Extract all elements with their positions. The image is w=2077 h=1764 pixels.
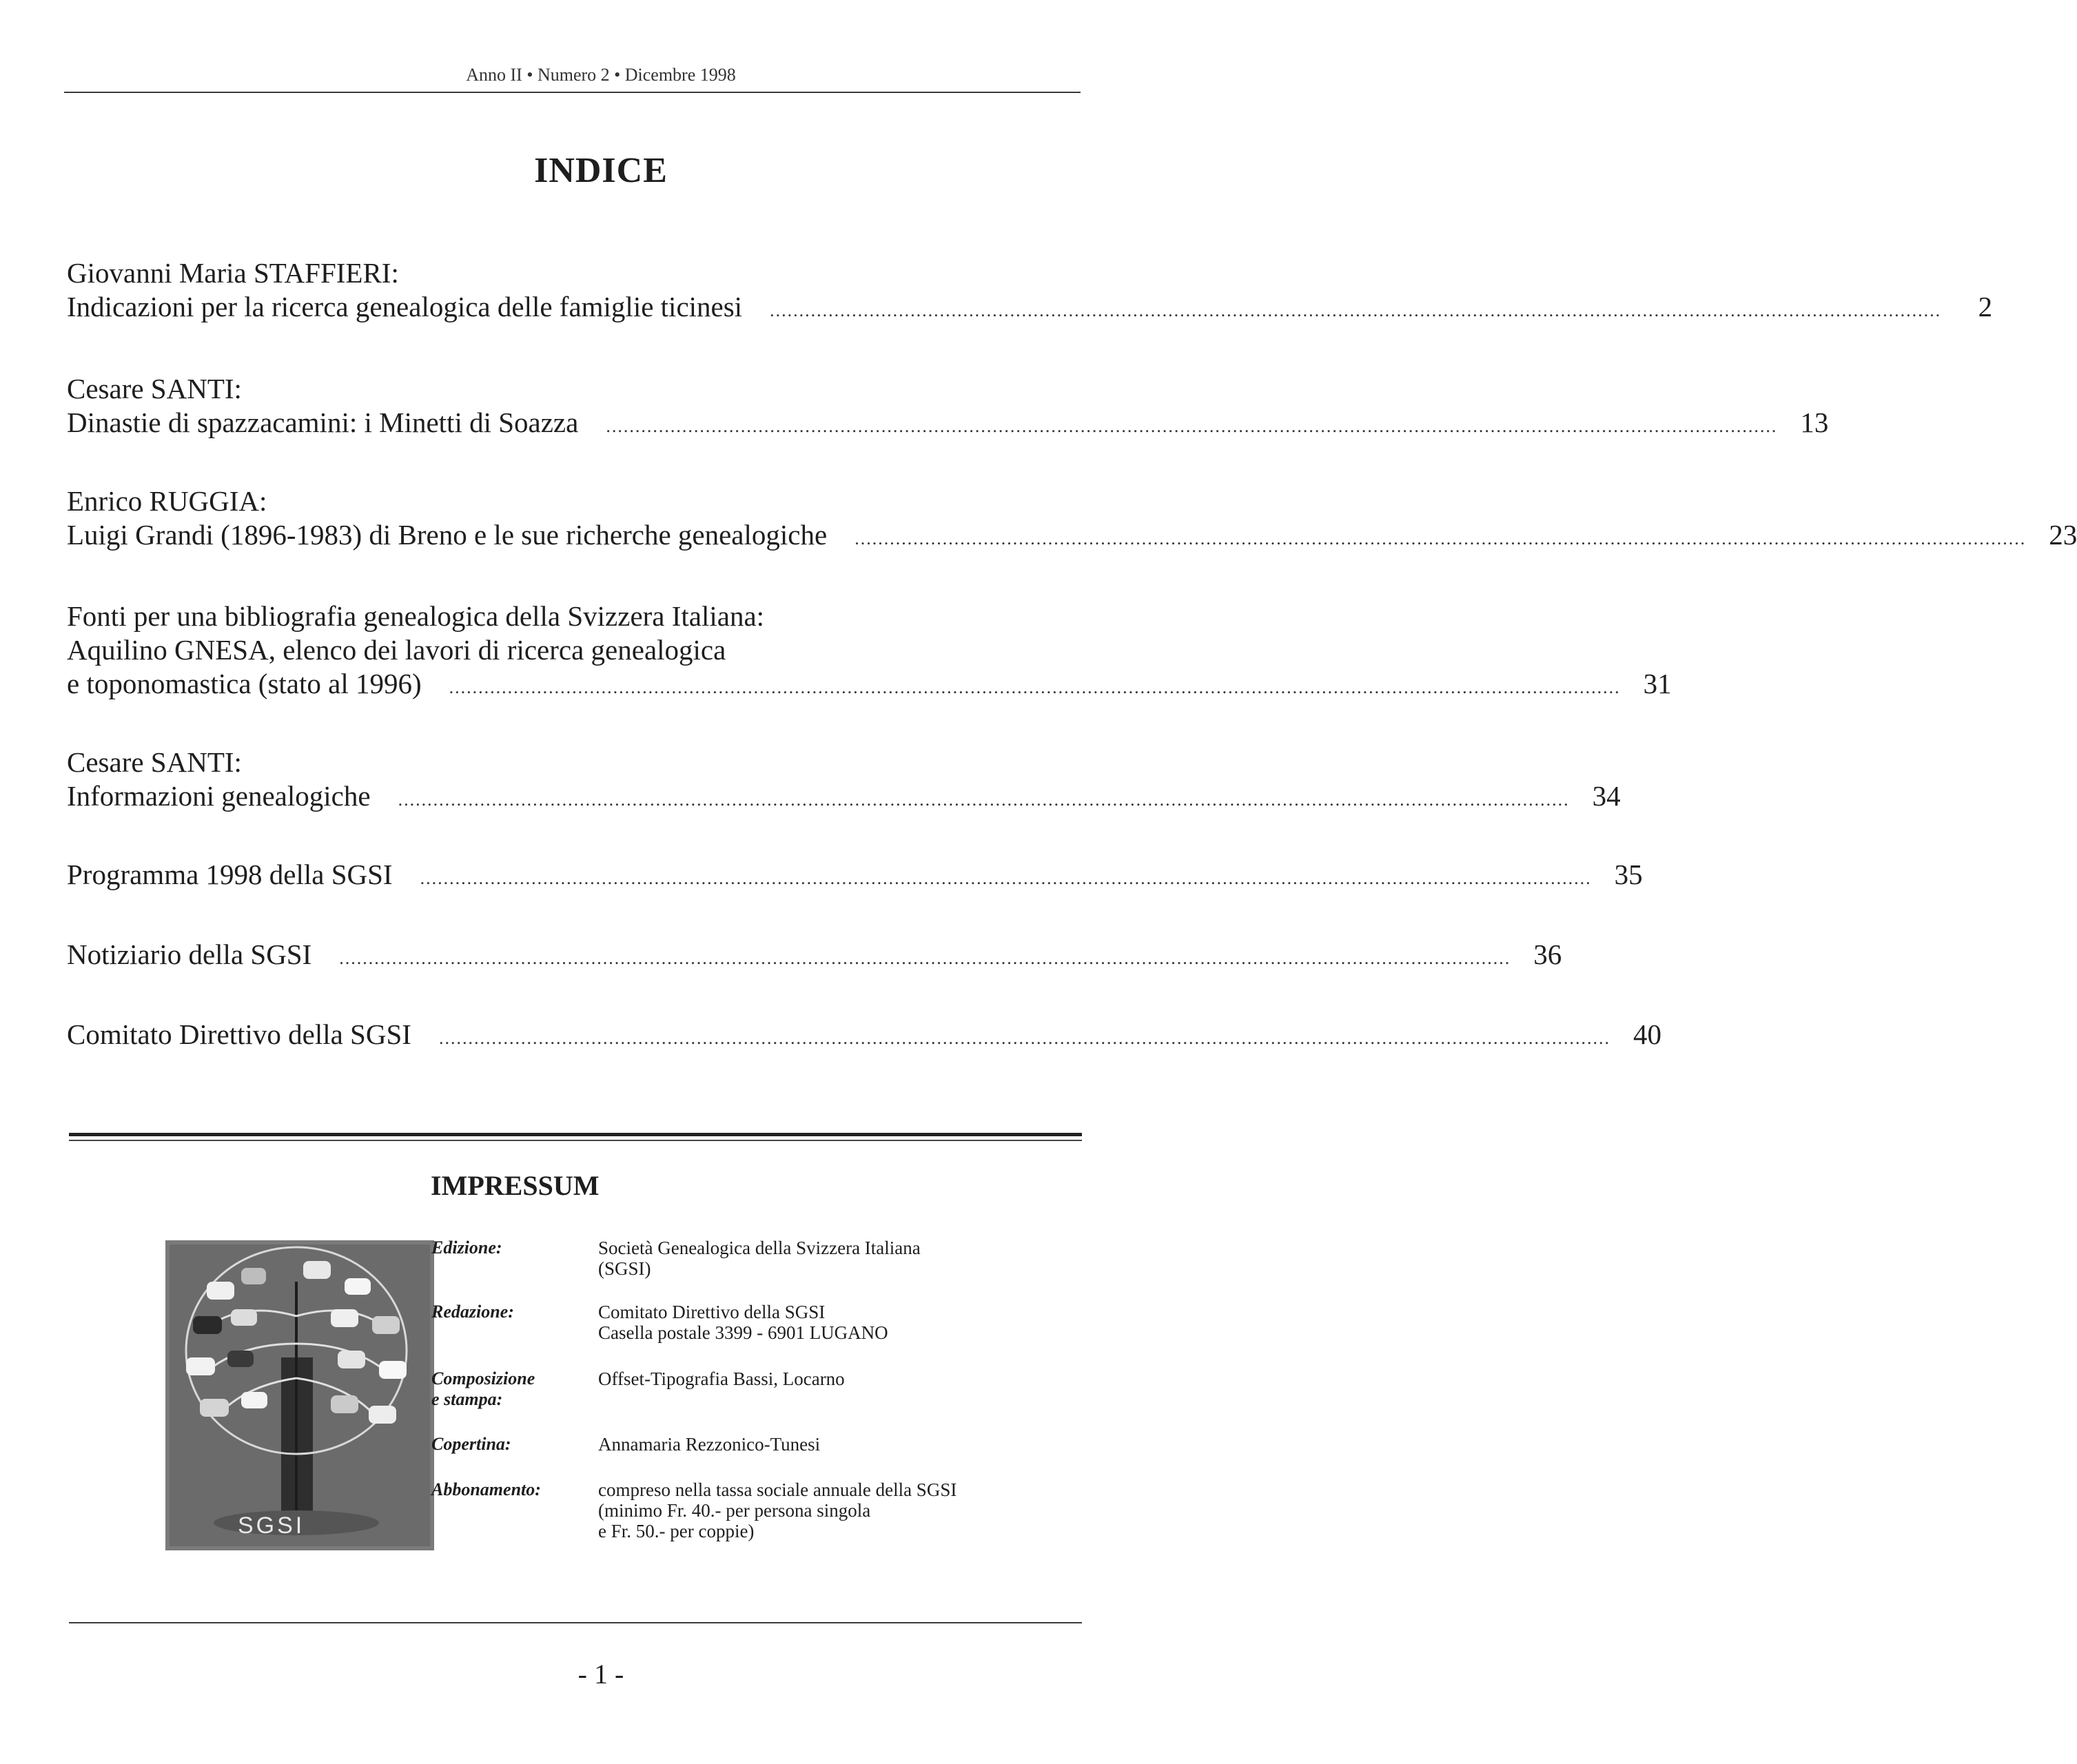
toc-leader-dots: ........................................................................................................................................................................................................ bbox=[339, 948, 1511, 968]
toc-title-line bbox=[67, 858, 1643, 895]
toc-leader-dots: ........................................................................................................................................................................................................ bbox=[438, 1028, 1610, 1048]
toc-leader-dots: ........................................................................................................................................................................................................ bbox=[770, 300, 1942, 320]
toc-title-line bbox=[67, 290, 1993, 327]
toc-leader-dots: ........................................................................................................................................................................................................ bbox=[606, 416, 1778, 436]
impressum-value-line: compreso nella tassa sociale annuale della SGSI bbox=[598, 1479, 957, 1500]
toc-author: Enrico RUGGIA: bbox=[67, 485, 267, 517]
impressum-label-line: Composizione bbox=[431, 1368, 535, 1388]
impressum-label-line: e stampa: bbox=[431, 1389, 503, 1409]
cover-artwork bbox=[165, 1240, 434, 1550]
section-rule bbox=[69, 1133, 1082, 1136]
toc-title-line bbox=[67, 518, 2077, 555]
toc-entry bbox=[67, 372, 1829, 443]
tree-illustration bbox=[165, 1240, 434, 1550]
impressum-label: Abbonamento: bbox=[431, 1479, 541, 1499]
impressum-title: IMPRESSUM bbox=[431, 1170, 600, 1201]
impressum-label: Edizione: bbox=[431, 1238, 502, 1258]
impressum-value-line: Annamaria Rezzonico-Tunesi bbox=[598, 1434, 821, 1455]
impressum-value-line: Offset-Tipografia Bassi, Locarno bbox=[598, 1368, 845, 1389]
toc-page-number: 36 bbox=[1533, 939, 1562, 970]
toc-line: Aquilino GNESA, elenco dei lavori di ricerca genealogica bbox=[67, 634, 726, 666]
toc-page-number: 34 bbox=[1592, 780, 1621, 812]
toc-leader-dots: ........................................................................................................................................................................................................ bbox=[855, 529, 2027, 548]
toc-entry bbox=[67, 256, 1993, 327]
toc-title-line bbox=[67, 406, 1829, 443]
toc-page-number: 35 bbox=[1614, 859, 1643, 890]
toc-line: Fonti per una bibliografia genealogica della Svizzera Italiana: bbox=[67, 600, 765, 632]
impressum-value bbox=[598, 1238, 1067, 1279]
toc-page-number: 23 bbox=[2049, 519, 2077, 551]
header-rule bbox=[64, 92, 1081, 93]
toc-author: Cesare SANTI: bbox=[67, 373, 242, 404]
toc-entry bbox=[67, 858, 1643, 895]
impressum-label bbox=[431, 1368, 583, 1410]
toc-title: Luigi Grandi (1896-1983) di Breno e le sue richerche genealogiche bbox=[67, 519, 828, 551]
toc-author: Cesare SANTI: bbox=[67, 746, 242, 778]
toc-title: Notiziario della SGSI bbox=[67, 939, 312, 970]
toc-leader-dots: ........................................................................................................................................................................................................ bbox=[449, 677, 1621, 697]
impressum-value-line: Comitato Direttivo della SGSI bbox=[598, 1302, 826, 1322]
toc-leader-dots: ........................................................................................................................................................................................................ bbox=[398, 790, 1570, 810]
impressum-value bbox=[598, 1479, 1067, 1541]
impressum-label: Copertina: bbox=[431, 1434, 511, 1454]
toc-entry bbox=[67, 1018, 1661, 1055]
impressum-value bbox=[598, 1368, 1067, 1389]
impressum-value bbox=[598, 1302, 1067, 1343]
toc-title: Indicazioni per la ricerca genealogica delle famiglie ticinesi bbox=[67, 291, 743, 322]
toc-title-line bbox=[67, 779, 1621, 817]
page-number: - 1 - bbox=[577, 1659, 624, 1690]
toc-page-number: 13 bbox=[1800, 407, 1829, 438]
issue-header: Anno II • Numero 2 • Dicembre 1998 bbox=[466, 65, 736, 85]
toc-page-number: 31 bbox=[1643, 668, 1672, 699]
section-rule bbox=[69, 1140, 1082, 1141]
impressum-value-line: (SGSI) bbox=[598, 1258, 651, 1279]
toc-title: e toponomastica (stato al 1996) bbox=[67, 668, 422, 699]
impressum-value-line: Casella postale 3399 - 6901 LUGANO bbox=[598, 1322, 888, 1343]
toc-entry bbox=[67, 938, 1562, 975]
toc-title: Informazioni genealogiche bbox=[67, 780, 371, 812]
page-title: INDICE bbox=[534, 151, 668, 190]
toc-leader-dots: ........................................................................................................................................................................................................ bbox=[420, 868, 1592, 888]
toc-entry bbox=[67, 746, 1621, 817]
toc-title: Programma 1998 della SGSI bbox=[67, 859, 393, 890]
impressum-value-line: Società Genealogica della Svizzera Italiana bbox=[598, 1238, 921, 1258]
footer-rule bbox=[69, 1622, 1082, 1623]
toc-title-line bbox=[67, 938, 1562, 975]
impressum-value-line: e Fr. 50.- per coppie) bbox=[598, 1521, 755, 1541]
impressum-value bbox=[598, 1434, 1067, 1455]
toc-entry bbox=[67, 484, 2077, 555]
toc-page-number: 40 bbox=[1633, 1018, 1661, 1050]
toc-page-number: 2 bbox=[1978, 291, 1993, 322]
toc-title-line bbox=[67, 1018, 1661, 1055]
toc-title: Comitato Direttivo della SGSI bbox=[67, 1018, 411, 1050]
toc-title: Dinastie di spazzacamini: i Minetti di Soazza bbox=[67, 407, 579, 438]
impressum-label: Redazione: bbox=[431, 1302, 514, 1322]
toc-author: Giovanni Maria STAFFIERI: bbox=[67, 257, 399, 289]
cover-art-lettering: SGSI bbox=[238, 1512, 305, 1539]
toc-title-line bbox=[67, 667, 1672, 704]
toc-entry bbox=[67, 599, 1672, 704]
impressum-value-line: (minimo Fr. 40.- per persona singola bbox=[598, 1500, 871, 1521]
